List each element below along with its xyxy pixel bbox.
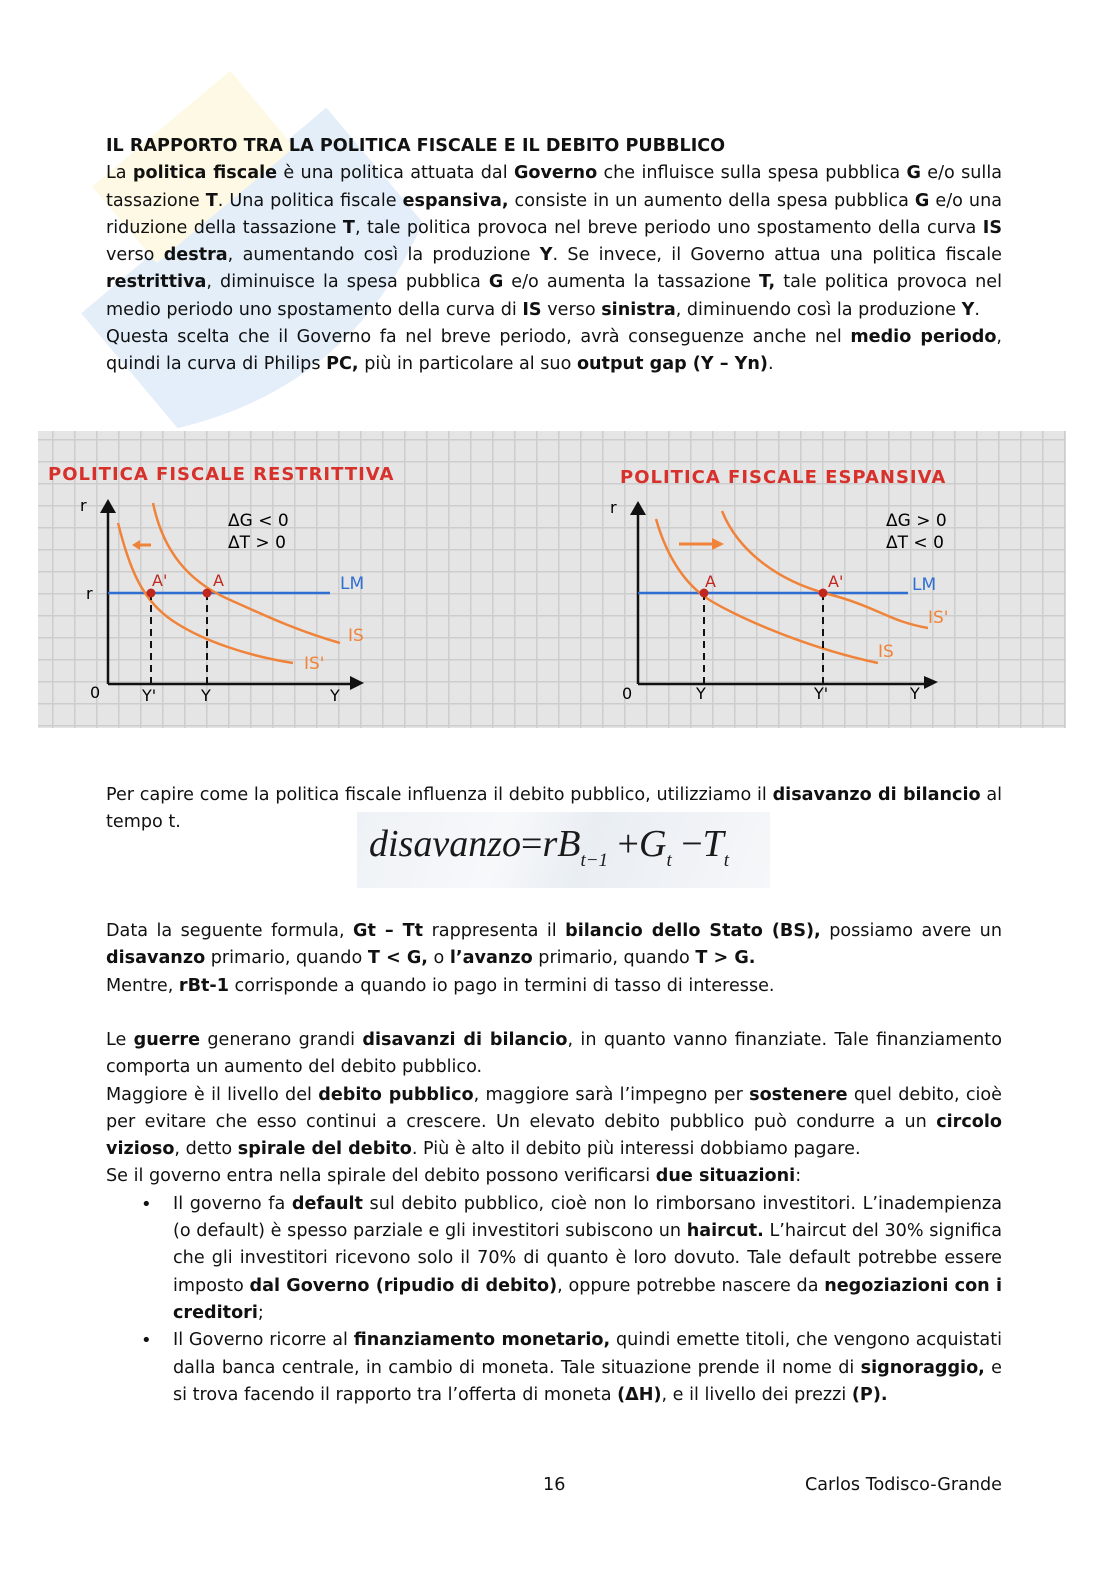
lm-label-right: LM (912, 575, 937, 595)
bold-term: haircut. (686, 1221, 764, 1242)
author-name: Carlos Todisco-Grande (804, 1475, 1002, 1495)
bold-term: T > G. (695, 948, 756, 969)
bold-term: default (291, 1193, 363, 1214)
formula-term1: rB (542, 823, 581, 865)
formula-term3-sub: t (723, 850, 730, 871)
shift-arrowhead-left (132, 540, 140, 550)
bold-term: espansiva, (402, 190, 509, 211)
lm-label-left: LM (340, 574, 365, 594)
bold-term: destra (163, 245, 228, 266)
point-a-label-left: A (213, 571, 224, 590)
bold-term: T (205, 190, 218, 211)
bold-term: Gt – Tt (353, 921, 424, 941)
bold-term: sostenere (749, 1084, 848, 1105)
bold-term: PC, (326, 354, 359, 375)
balance-paragraph-2: Mentre, rBt-1 corrisponde a quando io pago in termini di tasso di interesse. (106, 975, 775, 996)
bold-term: restrittiva (106, 272, 207, 293)
bold-term: sinistra (601, 299, 676, 320)
page-number: 16 (543, 1475, 566, 1495)
spiral-paragraph: Maggiore è il livello del debito pubblico, maggiore sarà l’impegno per sostenere quel debito, cioè per evitare che esso continui a crescere. Un elevato debito pubblico può condurre a un circolo vizioso, detto spirale del debito. Più è alto il debito più interessi dobbiamo pagare. (106, 1084, 1002, 1160)
bold-term: disavanzo di bilancio (772, 785, 981, 805)
point-a-prime-label-left: A' (152, 571, 168, 590)
formula-term2: G (638, 823, 667, 865)
bold-term: guerre (133, 1030, 201, 1050)
x-axis-arrow-right (924, 676, 938, 689)
bold-term: Y (961, 299, 975, 320)
y-axis-label-left: r (80, 496, 87, 515)
point-a-prime-right (819, 589, 828, 598)
y-axis-arrow-left (100, 499, 116, 513)
x-axis-label-right: Y (910, 684, 920, 703)
bold-term: G (906, 163, 921, 184)
situations-list (106, 1191, 1002, 1409)
bold-term: T < G, (367, 948, 428, 969)
condition-left-1: ΔG < 0 (228, 511, 289, 531)
bold-term: output gap (Y – Yn) (576, 354, 768, 375)
origin-label-left: 0 (90, 683, 101, 702)
is-prime-label-right: IS' (928, 608, 949, 628)
condition-right-1: ΔG > 0 (886, 511, 947, 531)
bold-term: G (914, 190, 930, 211)
x-tick-new-left: Y' (142, 686, 157, 705)
situations-intro: Se il governo entra nella spirale del debito possono verificarsi due situazioni: (106, 1166, 802, 1187)
bold-term: T, (759, 272, 776, 293)
r-level-label-left: r (86, 584, 93, 603)
graph-title-left: POLITICA FISCALE RESTRITTIVA (48, 464, 395, 485)
formula-term3: T (702, 823, 724, 865)
list-item: • Il governo fa default sul debito pubblico, cioè non lo rimborsano investitori. L’inadempienza (o default) è spesso parziale e gli investitori subiscono un haircut. L’haircut del 30% significa che gli investitori ricevono solo il 70% di quanto è loro dovuto. Tale default potrebbe essere imposto dal Governo (ripudio di debito), oppure potrebbe nascere da negoziazioni con i creditori; (173, 1191, 1002, 1327)
origin-label-right: 0 (622, 684, 633, 703)
bold-term: spirale del debito (237, 1139, 412, 1160)
balance-section (106, 918, 1002, 1000)
bold-term: circolo vizioso (106, 1111, 1002, 1160)
x-tick-original-left: Y (201, 686, 211, 705)
formula-eq: = (521, 823, 543, 865)
bold-term: Governo (513, 163, 598, 184)
point-a-prime-label-right: A' (828, 572, 844, 591)
formula-term1-sub: t−1 (580, 850, 609, 871)
deficit-formula-image (357, 812, 770, 888)
bold-term: medio periodo (850, 327, 997, 348)
is-curve-right (656, 519, 878, 663)
intro-paragraph-2: Questa scelta che il Governo fa nel breve periodo, avrà conseguenze anche nel medio periodo, quindi la curva di Philips PC, più in particolare al suo output gap (Y – Yn). (106, 327, 1003, 375)
bold-term: Y (539, 245, 553, 266)
x-axis-arrow-left (350, 676, 364, 690)
bold-term: due situazioni (655, 1166, 796, 1187)
war-paragraph: Le guerre generano grandi disavanzi di bilancio, in quanto vanno finanziate. Tale finanziamento comporta un aumento del debito pubblico. (106, 1030, 1002, 1078)
x-tick-new-right: Y' (814, 684, 829, 703)
bold-term: disavanzi di bilancio (362, 1030, 568, 1050)
bold-term: bilancio dello Stato (BS), (565, 921, 821, 941)
bold-term: l’avanzo (449, 948, 533, 969)
bold-term: (ΔH) (617, 1384, 662, 1405)
graph-expansive (610, 467, 948, 703)
formula-plus: + (617, 823, 639, 865)
bold-term: (P). (851, 1384, 888, 1405)
bold-term: rBt-1 (178, 975, 229, 996)
deficit-formula (369, 822, 729, 872)
bold-term: disavanzo (106, 948, 206, 969)
list-item: • Il Governo ricorre al finanziamento monetario, quindi emette titoli, che vengono acquistati dalla banca centrale, in cambio di moneta. Tale situazione prende il nome di signoraggio, e si trova facendo il rapporto tra l’offerta di moneta (ΔH), e il livello dei prezzi (P). (173, 1327, 1002, 1409)
bold-term: negoziazioni con i creditori (173, 1275, 1002, 1323)
intro-paragraph: La politica fiscale è una politica attuata dal Governo che influisce sulla spesa pubblica G e/o sulla tassazione T. Una politica fiscale espansiva, consiste in un aumento della spesa pubblica G e/o una riduzione della tassazione T, tale politica provoca nel breve periodo uno spostamento della curva IS verso destra, aumentando così la produzione Y. Se invece, il Governo attua una politica fiscale restrittiva, diminuisce la spesa pubblica G e/o aumenta la tassazione T, tale politica provoca nel medio periodo uno spostamento della curva di IS verso sinistra, diminuendo così la produzione Y. (106, 163, 1003, 320)
formula-lhs: disavanzo (369, 823, 521, 865)
y-axis-label-right: r (610, 498, 617, 517)
bold-term: T (342, 217, 355, 238)
bold-term: finanziamento monetario, (353, 1330, 611, 1351)
point-a-left (203, 589, 212, 598)
bold-term: signoraggio, (860, 1357, 985, 1378)
point-a-label-right: A (705, 572, 716, 591)
y-axis-arrow-right (630, 501, 646, 515)
x-axis-label-left: Y (330, 686, 340, 705)
bold-term: debito pubblico (318, 1084, 474, 1105)
formula-minus: − (681, 823, 703, 865)
bold-term: G (488, 272, 504, 293)
shift-arrowhead-right (712, 538, 724, 550)
is-prime-label-left: IS' (304, 654, 325, 674)
is-lm-figure (38, 431, 1066, 728)
formula-term2-sub: t (666, 850, 672, 871)
deficit-paragraph: Per capire come la politica fiscale influenza il debito pubblico, utilizziamo il disavanzo di bilancio al tempo t. (106, 785, 1002, 833)
bold-term: politica fiscale (132, 163, 278, 184)
graph-restrictive (48, 464, 394, 705)
condition-left-2: ΔT > 0 (228, 533, 286, 553)
intro-section (106, 133, 1002, 379)
is-label-left: IS (348, 626, 364, 646)
condition-right-2: ΔT < 0 (886, 533, 944, 553)
bold-term: dal Governo (ripudio di debito) (249, 1275, 558, 1296)
balance-paragraph: Data la seguente formula, Gt – Tt rappresenta il bilancio dello Stato (BS), possiamo avere un disavanzo primario, quando T < G, o l’avanzo primario, quando T > G. (106, 921, 1002, 969)
x-tick-original-right: Y (696, 684, 706, 703)
bold-term: IS (522, 299, 542, 320)
debt-spiral-section (106, 1027, 1002, 1409)
section-title: IL RAPPORTO TRA LA POLITICA FISCALE E IL DEBITO PUBBLICO (106, 136, 726, 156)
graph-title-right: POLITICA FISCALE ESPANSIVA (620, 467, 947, 488)
bold-term: IS (982, 217, 1002, 238)
is-label-right: IS (878, 642, 894, 662)
